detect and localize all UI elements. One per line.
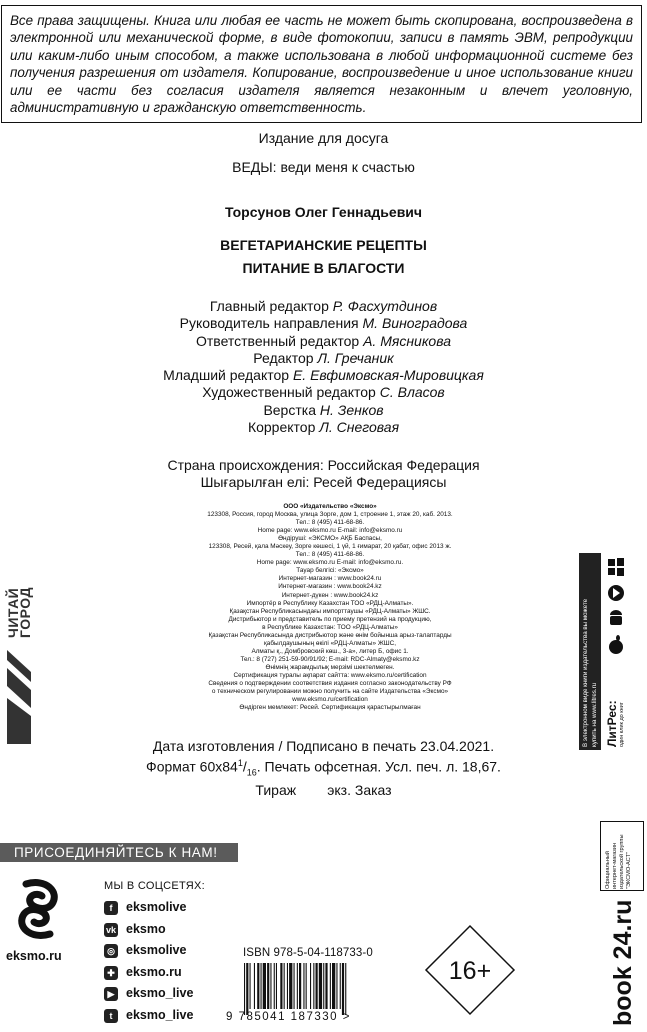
barcode-bar <box>306 963 307 1009</box>
litres-brand: ЛитРес: <box>605 700 619 747</box>
publisher-line: www.eksmo.ru/certification <box>292 696 368 704</box>
vk-icon: vk <box>105 924 116 935</box>
chitai-word: ЧИТАЙ <box>5 587 21 638</box>
barcode-bar <box>267 963 269 1009</box>
edition-type: Издание для досуга <box>258 130 389 146</box>
publisher-line: Тел.: 8 (495) 411-68-86. <box>295 519 365 527</box>
publisher-line: қабылдаушының өкілі «РДЦ-Алматы» ЖШС, <box>264 639 396 647</box>
barcode-bar <box>289 963 292 1009</box>
barcode-bar <box>284 963 285 1009</box>
gorod-word: ГОРОД <box>17 587 33 638</box>
barcode-bar <box>323 963 324 1009</box>
barcode-bar <box>299 963 301 1009</box>
barcode-bar <box>313 963 314 1009</box>
chitai-gorod-logo <box>7 548 31 744</box>
publisher-line: Home page: www.eksmo.ru E-mail: info@eksmo.ru. <box>256 559 404 567</box>
credit-line: Верстка Н. Зенков <box>263 401 384 418</box>
book24-box-text: Официальный интернет-магазин издательской группы "ЭКСМО-АСТ" <box>605 834 632 889</box>
social-eksmo-ru[interactable]: ✚ eksmo.ru <box>104 964 182 980</box>
litres-url-text: купить на www.litres.ru <box>591 682 598 747</box>
credit-line: Главный редактор Р. Фасхутдинов <box>209 298 438 314</box>
publisher-line: о техническом регулировании можно получить на сайте Издательства «Эксмо» <box>211 688 449 696</box>
print-run: Тираж экз. Заказ <box>255 782 392 799</box>
publisher-line: Интернет-дүкен : www.book24.kz <box>281 591 379 599</box>
publisher-line: Өнімнің жарамдылық мерзімі шектелмеген. <box>265 663 395 671</box>
publisher-line: Алматы қ., Домбровский көш., 3-а», литер Б, офис 1. <box>251 647 409 655</box>
barcode-bar <box>270 963 271 1009</box>
windows-icon <box>607 557 625 577</box>
country-kz: Шығарылған елі: Ресей Федерациясы <box>200 474 447 490</box>
publisher-line: Интернет-магазин : www.book24.ru <box>278 575 382 583</box>
series-name: ВЕДЫ: веди меня к счастью <box>232 159 415 175</box>
instagram-icon: ◎ <box>104 944 118 958</box>
barcode-bar <box>294 963 295 1009</box>
publisher-line: Дистрибьютор и представитель по приему претензий на продукцию, <box>228 615 432 623</box>
isbn-text: ISBN 978-5-04-118733-0 <box>243 947 373 959</box>
print-format: Формат $60x84^1/_{16}$. Печать офсетная. Усл. печ. л. 18,67. <box>146 758 501 778</box>
publisher-line: Импортёр в Республику Казахстан ТОО «РДЦ-Алматы». <box>246 599 414 607</box>
print-date: Дата изготовления / Подписано в печать 23.04.2021. <box>152 738 495 754</box>
youtube-icon: ▶ <box>104 987 118 1001</box>
publisher-line: Интернет-магазин : www.book24.kz <box>278 583 382 591</box>
publisher-line: Тел.: 8 (727) 251-59-90/91/92; E-mail: RDC-Almaty@eksmo.kz <box>240 655 420 663</box>
eksmo-ru-icon: ✚ <box>104 966 118 980</box>
barcode-bar <box>342 963 344 1015</box>
barcode-bar <box>276 963 277 1009</box>
twitter-icon: t <box>104 1009 118 1023</box>
title-line-1: ВЕГЕТАРИАНСКИЕ РЕЦЕПТЫ <box>220 237 427 253</box>
credit-line: Редактор Л. Гречаник <box>253 349 394 366</box>
copyright-text: Все права защищены. Книга или любая ее часть не может быть скопирована, воспроизведена в электронной или механической форме, в виде фотокопии, записи в память ЭВМ, репродукции или каким-либо иным способом, а также использована в любой информационной системе без получения разрешения от издателя. Копирование, воспроизведение и иное использование книги или ее части без согласия издателя является незаконным и влечет уголовную, административную и гражданскую ответственность. <box>10 13 633 116</box>
barcode-bar <box>274 963 275 1009</box>
barcode-bar <box>280 963 282 1009</box>
book24-info-box <box>600 821 644 891</box>
eksmo-logo-icon <box>12 878 64 940</box>
barcode-bar <box>257 963 259 1009</box>
barcode-bar <box>303 963 304 1009</box>
litres-slogan: один клик до книг <box>619 702 625 747</box>
barcode-bar <box>340 963 341 1009</box>
barcode-bar <box>330 963 331 1009</box>
print-details <box>0 738 647 799</box>
barcode-bar <box>325 963 327 1009</box>
publisher-line: Home page: www.eksmo.ru E-mail: info@eksmo.ru <box>257 527 403 535</box>
publisher-line: Тел.: 8 (495) 411-68-86. <box>295 551 365 559</box>
litres-panel <box>579 553 641 750</box>
publisher-line: Тауар белгісі: «Эксмо» <box>296 567 364 575</box>
publisher-line: в Республике Казахстан: ТОО «РДЦ-Алматы» <box>262 623 398 631</box>
author-name: Торсунов Олег Геннадьевич <box>224 204 423 220</box>
barcode-bar <box>261 963 262 1009</box>
barcode-bar <box>316 963 318 1009</box>
country-ru: Страна происхождения: Российская Федерация <box>167 457 480 473</box>
social-instagram[interactable]: ◎ eksmolive <box>104 942 186 958</box>
age-rating-text: 16+ <box>448 957 492 985</box>
publisher-line: Сведения о подтверждении соответствия издания согласно законодательству РФ <box>208 680 452 688</box>
litres-dark-strip <box>579 553 601 750</box>
barcode-bar <box>263 963 266 1009</box>
publisher-line: ООО «Издательство «Эксмо» <box>283 503 377 510</box>
barcode-bar <box>310 963 311 1009</box>
chitai-gorod-mark-icon <box>7 548 31 744</box>
barcode-bar <box>336 963 337 1009</box>
android-icon <box>607 609 625 629</box>
barcode-bar <box>246 963 248 1015</box>
barcode-bar <box>319 963 322 1009</box>
age-rating-badge <box>424 924 516 1016</box>
publisher-line: Өндіруші: «ЭКСМО» АҚБ Баспасы, <box>278 535 382 543</box>
credit-line: Ответственный редактор А. Мясникова <box>195 332 452 349</box>
socials-title: МЫ В СОЦСЕТЯХ: <box>104 880 206 892</box>
publisher-line: 123308, Россия, город Москва, улица Зорге, дом 1, строение 1, этаж 20, каб. 2013. <box>207 511 453 519</box>
apple-icon <box>607 635 625 655</box>
facebook-icon: f <box>104 901 118 915</box>
social-facebook[interactable]: f eksmolive <box>104 899 186 915</box>
barcode-bar <box>332 963 335 1009</box>
publisher-info <box>130 503 530 712</box>
publisher-line: Қазақстан Республикасында дистрибьютор және өнім бойынша арыз-талаптарды <box>208 631 452 639</box>
barcode-bar <box>250 963 251 1009</box>
barcode-bar <box>254 963 255 1009</box>
barcode-icon <box>240 963 410 1015</box>
book24-logo[interactable]: book 24.ru <box>609 899 637 1026</box>
title-line-2: ПИТАНИЕ В БЛАГОСТИ <box>242 260 405 276</box>
credit-line: Корректор Л. Снеговая <box>247 419 400 436</box>
publisher-line: 123308, Ресей, қала Мәскеу, Зорге көшесі, 1 үй, 1 ғимарат, 20 қабат, офис 2013 ж. <box>208 543 452 551</box>
join-us-banner: ПРИСОЕДИНЯЙТЕСЬ К НАМ! <box>0 843 238 862</box>
book-title <box>0 234 647 280</box>
barcode-bar <box>244 963 245 1015</box>
barcode-number: 9 785041 187330 > <box>226 1011 351 1023</box>
barcode-bar <box>297 963 298 1009</box>
barcode-bar <box>287 963 288 1009</box>
google-play-icon <box>607 583 625 603</box>
credit-line: Руководитель направления М. Виноградова <box>179 315 468 332</box>
publisher-line: Өндірген мемлекет: Ресей. Сертификация қарастырылмаған <box>239 704 421 712</box>
litres-promo-text: В электронном виде книги издательства вы можете <box>582 598 589 747</box>
social-youtube[interactable]: ▶ eksmo_live <box>104 985 193 1001</box>
copyright-notice <box>1 5 642 123</box>
credit-line: Младший редактор Е. Евфимовская-Мировицкая <box>163 367 484 384</box>
social-twitter[interactable]: t eksmo_live <box>104 1007 193 1023</box>
country-of-origin <box>0 457 647 491</box>
social-vk[interactable]: vk eksmo <box>105 922 166 936</box>
credits-list <box>0 298 647 436</box>
publisher-line: Сертификация туралы ақпарат сайтта: www.eksmo.ru/certification <box>233 671 427 679</box>
publisher-line: Қазақстан Республикасындағы импорттаушы «РДЦ-Алматы» ЖШС. <box>229 607 431 615</box>
eksmo-site-link[interactable]: eksmo.ru <box>6 949 62 963</box>
barcode-bar <box>345 963 346 1015</box>
credit-line: Художественный редактор С. Власов <box>202 384 445 401</box>
